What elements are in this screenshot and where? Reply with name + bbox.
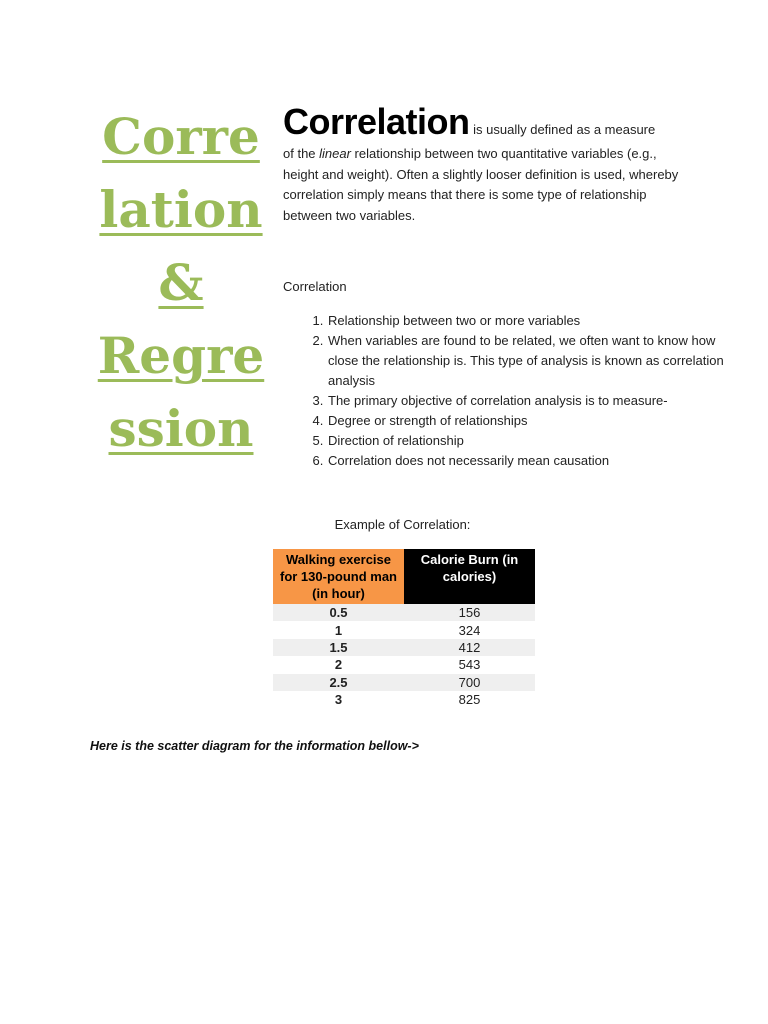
list-item: 2. When variables are found to be related, we often want to know how close the relationship is. This type of analysis is known as correlation analysis: [327, 331, 727, 391]
list-item: 6. Correlation does not necessarily mean causation: [327, 451, 727, 471]
table-row: [273, 656, 535, 673]
intro-italic: linear: [319, 146, 351, 161]
header-walking: Walking exercise for 130-pound man (in hour): [273, 549, 404, 604]
cell-hours: 0.5: [273, 604, 404, 621]
example-caption: Example of Correlation:: [334, 517, 471, 532]
intro-body: [283, 144, 693, 226]
side-title-line: Regre: [97, 326, 265, 385]
cell-calories: 156: [404, 604, 535, 621]
intro-heading: Correlation: [283, 101, 470, 142]
list-item: 3. The primary objective of correlation analysis is to measure-: [327, 391, 727, 411]
cell-calories: 412: [404, 639, 535, 656]
cell-hours: 2.5: [273, 674, 404, 691]
side-title-line: lation: [99, 180, 263, 239]
table-row: [273, 674, 535, 691]
list-item: 5. Direction of relationship: [327, 431, 727, 451]
list-item: 4. Degree or strength of relationships: [327, 411, 727, 431]
intro-heading-continuation: is usually defined as a measure: [469, 122, 656, 137]
intro-paragraph: [283, 102, 693, 226]
correlation-points-list: [283, 311, 727, 471]
scatter-note: Here is the scatter diagram for the information bellow->: [90, 739, 419, 753]
table-row: [273, 621, 535, 638]
cell-calories: 825: [458, 692, 481, 708]
table-row: [273, 639, 535, 656]
table-row: [273, 604, 535, 621]
cell-hours: 1: [334, 622, 343, 638]
side-title-line: &: [158, 253, 204, 312]
table-header-row: [273, 549, 535, 604]
list-item: 1. Relationship between two or more variables: [327, 311, 727, 331]
side-title-line: Corre: [102, 107, 260, 166]
cell-calories: 543: [458, 657, 481, 673]
example-table: [273, 549, 535, 708]
intro-text-a: of the: [283, 146, 320, 161]
section-label: Correlation: [283, 279, 347, 294]
cell-calories: 324: [458, 622, 481, 638]
cell-hours: 3: [334, 692, 343, 708]
cell-hours: 2: [334, 657, 343, 673]
header-calorie: Calorie Burn (in calories): [404, 549, 535, 604]
cell-calories: 700: [404, 674, 535, 691]
cell-hours: 1.5: [273, 639, 404, 656]
table-row: [273, 691, 535, 708]
intro-text-b: relationship between two quantitative variables (e.g., height and weight). Often a slightly looser definition is used, whereby correlation simply means that there is some type of relationship between two variables.: [283, 146, 679, 223]
document-side-title: [92, 100, 270, 465]
side-title-line: ssion: [108, 399, 254, 458]
